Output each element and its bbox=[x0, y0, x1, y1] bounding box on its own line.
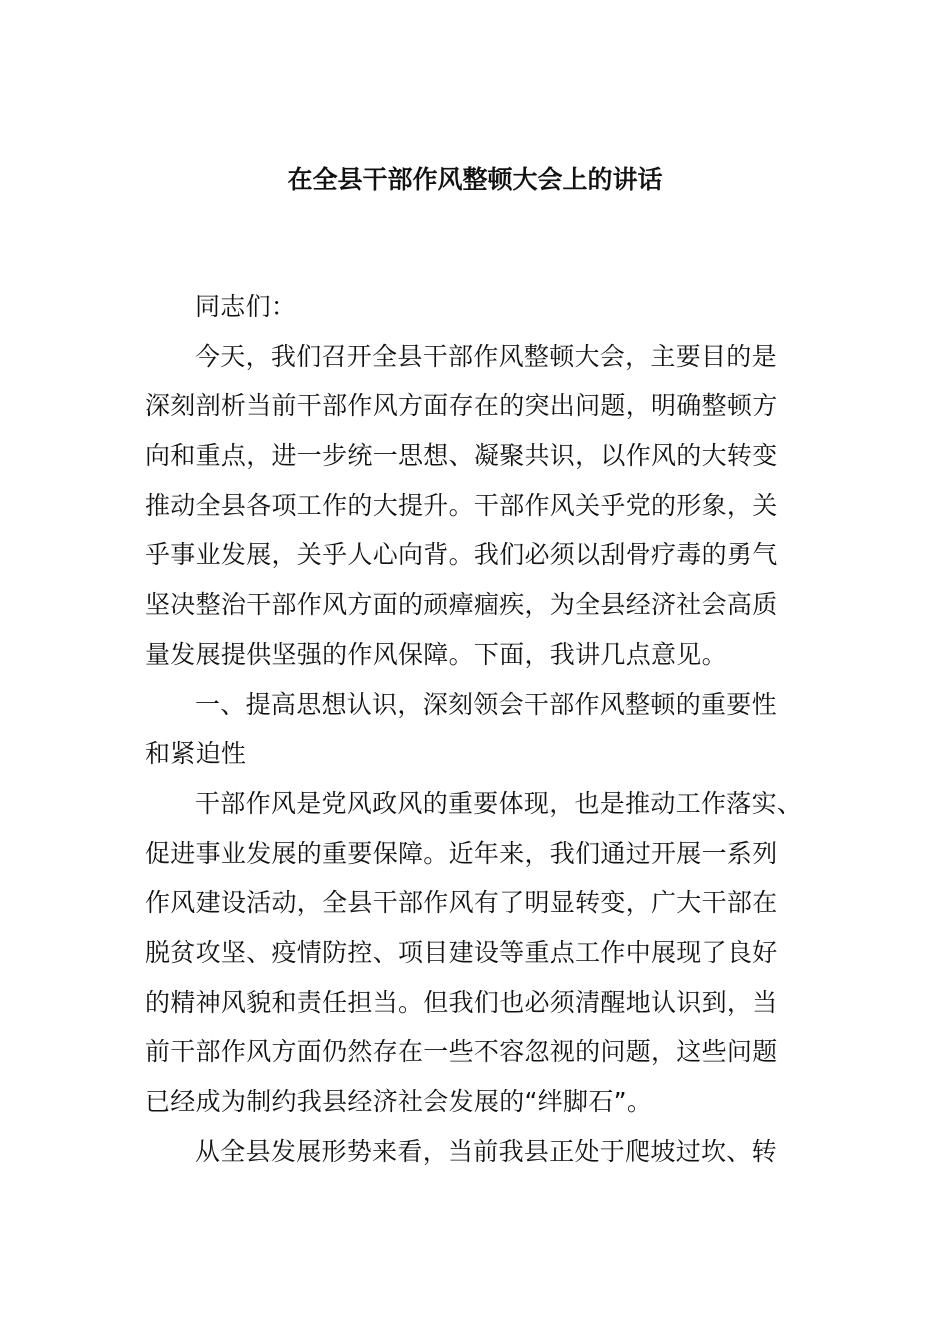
text-line: 同志们： bbox=[195, 292, 297, 321]
text-line: 干部作风是党风政风的重要体现，也是推动工作落实、 bbox=[195, 788, 803, 818]
text-line: 深刻剖析当前干部作风方面存在的突出问题，明确整顿方 bbox=[145, 391, 778, 421]
text-line: 今天，我们召开全县干部作风整顿大会，主要目的是 bbox=[195, 341, 777, 371]
text-line: 促进事业发展的重要保障。近年来，我们通过开展一系列 bbox=[145, 838, 778, 868]
text-line: 乎事业发展，关乎人心向背。我们必须以刮骨疗毒的勇气 bbox=[145, 540, 778, 570]
text-line: 作风建设活动，全县干部作风有了明显转变，广大干部在 bbox=[145, 888, 778, 918]
document-title: 在全县干部作风整顿大会上的讲话 bbox=[287, 165, 663, 194]
text-line: 量发展提供坚强的作风保障。下面，我讲几点意见。 bbox=[145, 639, 727, 669]
text-line: 推动全县各项工作的大提升。干部作风关乎党的形象，关 bbox=[145, 490, 778, 520]
section-heading-line: 一、提高思想认识，深刻领会干部作风整顿的重要性 bbox=[195, 689, 777, 719]
text-line: 从全县发展形势来看，当前我县正处于爬坡过坎、转 bbox=[195, 1136, 777, 1166]
section-heading-line: 和紧迫性 bbox=[145, 739, 247, 769]
text-line: 前干部作风方面仍然存在一些不容忽视的问题，这些问题 bbox=[145, 1037, 778, 1067]
text-line: 已经成为制约我县经济社会发展的“绊脚石”。 bbox=[145, 1087, 653, 1116]
text-line: 的精神风貌和责任担当。但我们也必须清醒地认识到，当 bbox=[145, 987, 778, 1017]
text-line: 向和重点，进一步统一思想、凝聚共识，以作风的大转变 bbox=[145, 441, 778, 471]
text-line: 脱贫攻坚、疫情防控、项目建设等重点工作中展现了良好 bbox=[145, 937, 778, 967]
text-line: 坚决整治干部作风方面的顽瘴痼疾，为全县经济社会高质 bbox=[145, 590, 778, 620]
document-body bbox=[145, 282, 845, 1176]
